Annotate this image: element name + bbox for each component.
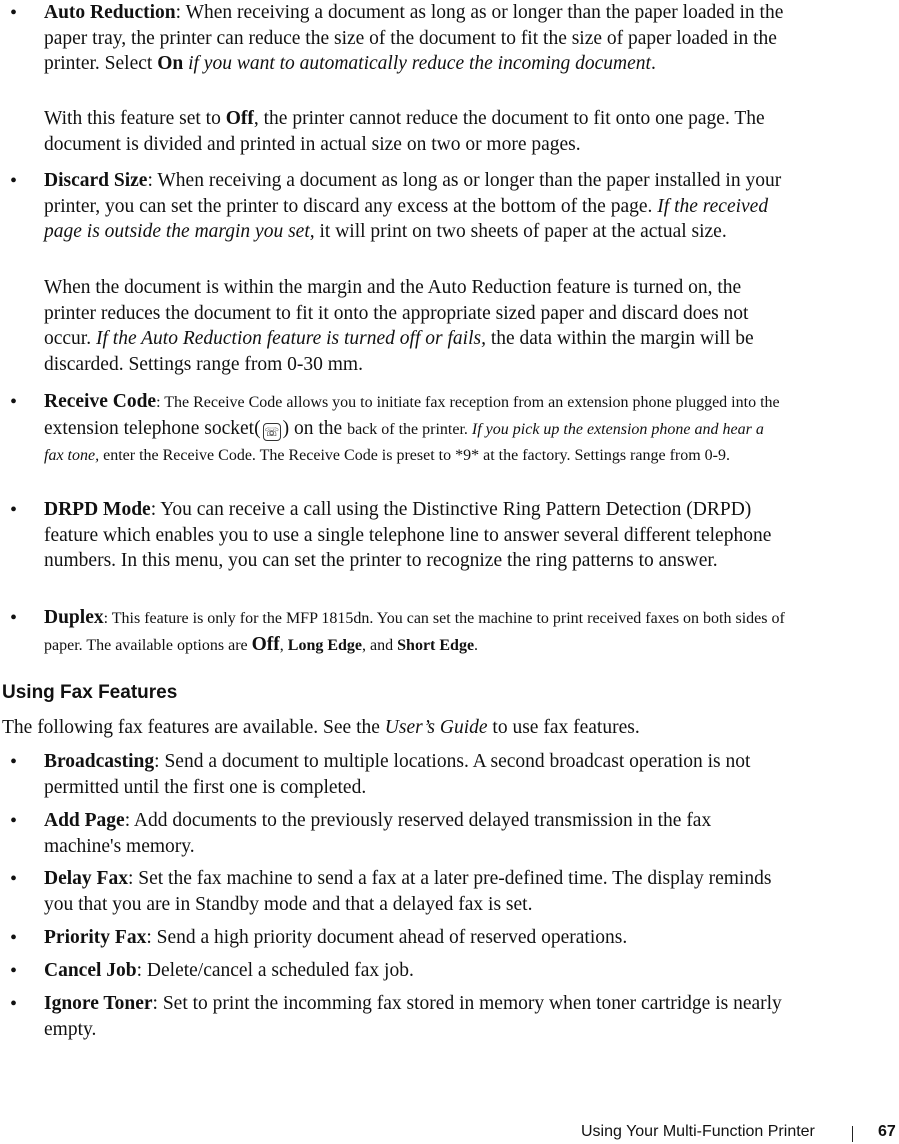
page-number: 67 bbox=[878, 1123, 896, 1140]
bullet-dot: • bbox=[10, 499, 18, 521]
bullet-drpd-mode bbox=[6, 497, 786, 574]
bullet-delay-fax: • Delay Fax: Set the fax machine to send a fax at a later pre-defined time. The display reminds you that you are in Standby mode and that a delayed fax is set. bbox=[10, 868, 772, 915]
bullet-priority-fax: • Priority Fax: Send a high priority document ahead of reserved operations. bbox=[10, 927, 628, 949]
bullet-dot: • bbox=[10, 607, 18, 629]
discard-size-note: When the document is within the margin and the Auto Reduction feature is turned on, the printer reduces the document to fit it onto the appropriate sized paper and discard does not occur. If the Auto Reduction feature is turned off or fails, the data within the margin will be discarded. Settings range from 0-30 mm. bbox=[44, 277, 754, 375]
bullet-dot: • bbox=[10, 993, 18, 1015]
users-guide-reference: User’s Guide bbox=[384, 717, 488, 738]
term-broadcasting: Broadcasting bbox=[44, 751, 155, 772]
telephone-icon: ☏ bbox=[264, 424, 280, 439]
bullet-dot: • bbox=[10, 960, 18, 982]
term-priority-fax: Priority Fax bbox=[44, 927, 147, 948]
bullet-dot: • bbox=[10, 2, 18, 24]
term-ignore-toner: Ignore Toner bbox=[44, 993, 153, 1014]
drpd-mode-text: DRPD Mode: You can receive a call using the Distinctive Ring Pattern Detection (DRPD) feature which enables you to use a single telephone line to answer several different telephone numbers. In this menu, you can set the printer to recognize the ring patterns to answer. bbox=[44, 499, 772, 571]
bullet-dot: • bbox=[10, 751, 18, 773]
term-add-page: Add Page bbox=[44, 810, 125, 831]
term-duplex: Duplex bbox=[44, 607, 104, 628]
bullet-dot: • bbox=[10, 391, 18, 413]
footer-divider bbox=[852, 1126, 853, 1142]
auto-reduction-note: With this feature set to Off, the printer cannot reduce the document to fit onto one page. The document is divided and printed in actual size on two or more pages. bbox=[44, 108, 765, 155]
discard-size-text: Discard Size: When receiving a document as long as or longer than the paper installed in your printer, you can set the printer to discard any excess at the bottom of the page. If the received page is outside the margin you set, it will print on two sheets of paper at the actual size. bbox=[44, 170, 782, 242]
term-receive-code: Receive Code bbox=[44, 391, 157, 412]
bullet-cancel-job: • Cancel Job: Delete/cancel a scheduled fax job. bbox=[10, 960, 414, 982]
bullet-dot: • bbox=[10, 927, 18, 949]
receive-code-text: Receive Code: The Receive Code allows you to initiate fax reception from an extension phone plugged into the extension telephone socket( ☏ ) on the back of the printer. If you pick up the extension phone and hear a fax tone, enter the Receive Code. The Receive Code is preset to *9* at the factory. Settings range from 0-9. bbox=[44, 391, 780, 464]
bullet-broadcasting: • Broadcasting: Send a document to multiple locations. A second broadcast operation is not permitted until the first one is completed. bbox=[10, 751, 751, 798]
term-auto-reduction: Auto Reduction bbox=[44, 2, 176, 23]
term-delay-fax: Delay Fax bbox=[44, 868, 128, 889]
bullet-discard-size bbox=[6, 168, 786, 245]
auto-reduction-text: Auto Reduction: When receiving a document as long as or longer than the paper loaded in the paper tray, the printer can reduce the size of the document to fit the size of paper loaded in the printer. Select On if you want to automatically reduce the incoming document. bbox=[44, 2, 784, 74]
bullet-dot: • bbox=[10, 170, 18, 192]
term-drpd-mode: DRPD Mode bbox=[44, 499, 151, 520]
bullet-dot: • bbox=[10, 868, 18, 890]
duplex-text: Duplex: This feature is only for the MFP 1815dn. You can set the machine to print received faxes on both sides of paper. The available options are Off, Long Edge, and Short Edge. bbox=[44, 607, 785, 655]
bullet-receive-code bbox=[6, 389, 786, 469]
bullet-add-page: • Add Page: Add documents to the previously reserved delayed transmission in the fax machine's memory. bbox=[10, 810, 712, 857]
bullet-ignore-toner: • Ignore Toner: Set to print the incomming fax stored in memory when toner cartridge is nearly empty. bbox=[10, 993, 782, 1040]
section-intro: The following fax features are available. See the User’s Guide to use fax features. bbox=[2, 717, 640, 738]
bullet-dot: • bbox=[10, 810, 18, 832]
section-heading: Using Fax Features bbox=[2, 682, 178, 703]
term-cancel-job: Cancel Job bbox=[44, 960, 137, 981]
footer-title: Using Your Multi-Function Printer bbox=[581, 1123, 815, 1140]
bullet-duplex bbox=[6, 605, 786, 658]
term-discard-size: Discard Size bbox=[44, 170, 148, 191]
bullet-auto-reduction bbox=[6, 0, 786, 77]
